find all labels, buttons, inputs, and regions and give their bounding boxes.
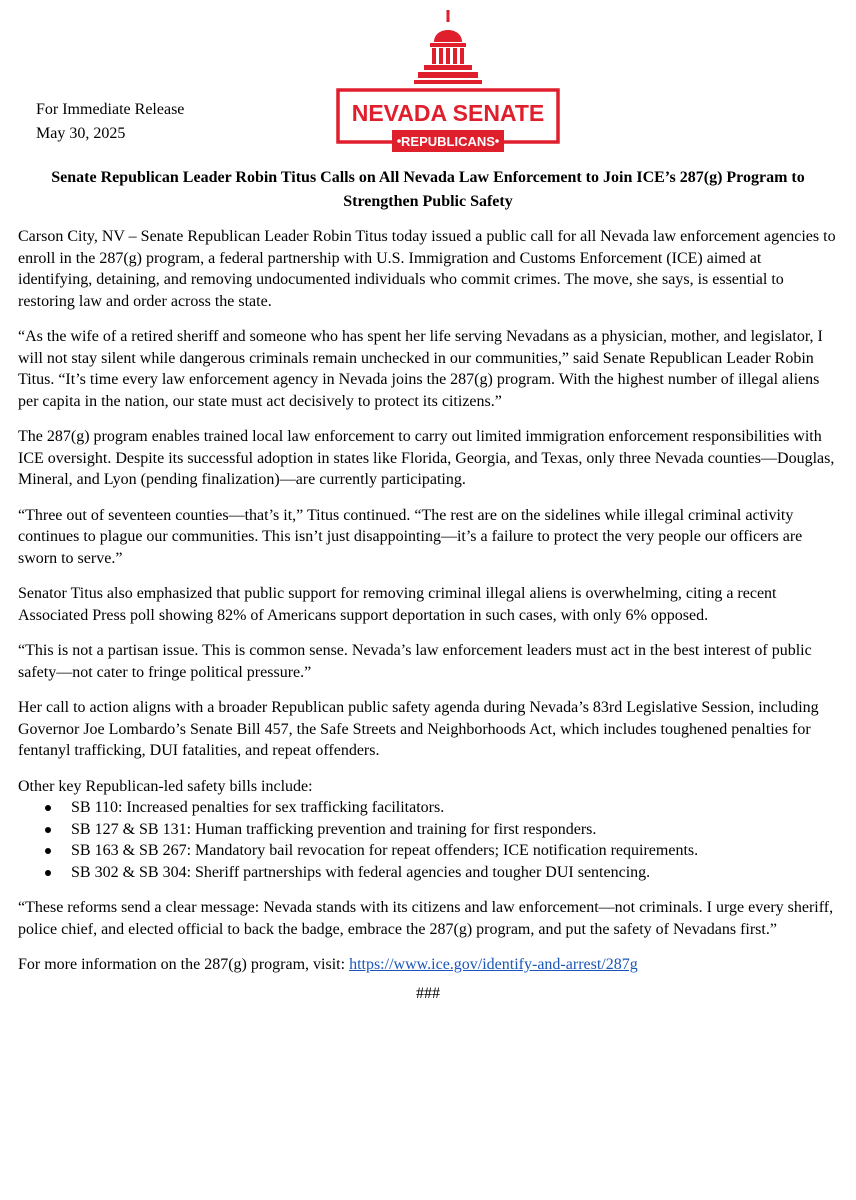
list-item <box>18 819 838 841</box>
list-item <box>18 840 838 862</box>
headline: Senate Republican Leader Robin Titus Calls on All Nevada Law Enforcement to Join ICE’s 287(g) Program to Strengthen Public Safety <box>51 169 805 210</box>
paragraph-agenda: Her call to action aligns with a broader Republican public safety agenda during Nevada’s 83rd Legislative Session, including Governor Joe Lombardo’s Senate Bill 457, the Safe Streets and Neighborhoods Act, which includes toughened penalties for fentanyl trafficking, DUI fatalities, and repeat offenders. <box>18 699 819 759</box>
closing-quote: “These reforms send a clear message: Nevada stands with its citizens and law enforcement—not criminals. I urge every sheriff, police chief, and elected official to back the badge, embrace the 287(g) program, and put the safety of Nevadans first.” <box>18 899 834 938</box>
paragraph-partisan: “This is not a partisan issue. This is common sense. Nevada’s law enforcement leaders must act in the best interest of public safety—not cater to fringe political pressure.” <box>18 642 812 681</box>
paragraph-quote-titus: “As the wife of a retired sheriff and someone who has spent her life serving Nevadans as a physician, mother, and legislator, I will not stay silent while dangerous criminals remain unchecked in our communities,” said Senate Republican Leader Robin Titus. “It’s time every law enforcement agency in Nevada joins the 287(g) program. With the highest number of illegal aliens per capita in the nation, our state must act decisively to protect its citizens.” <box>18 328 823 410</box>
release-info <box>36 98 184 146</box>
paragraph-poll: Senator Titus also emphasized that public support for removing criminal illegal aliens is overwhelming, citing a recent Associated Press poll showing 82% of Americans support deportation in such cases, with only 6% opposed. <box>18 585 777 624</box>
bullet-icon <box>45 870 51 876</box>
bullet-icon <box>45 827 51 833</box>
list-item <box>18 862 838 884</box>
paragraph-program: The 287(g) program enables trained local law enforcement to carry out limited immigration enforcement responsibilities with ICE oversight. Despite its successful adoption in states like Florida, Georgia, and Texas, only three Nevada counties—Douglas, Mineral, and Lyon (pending finalization)—are currently participating. <box>18 428 835 488</box>
bills-list <box>18 797 838 883</box>
list-item <box>18 797 838 819</box>
capitol-dome-icon <box>414 10 482 84</box>
bill-text: SB 127 & SB 131: Human trafficking prevention and training for first responders. <box>71 820 597 838</box>
bullet-icon <box>45 848 51 854</box>
nevada-senate-republicans-logo <box>330 8 566 158</box>
release-line: For Immediate Release <box>36 101 185 118</box>
release-date: May 30, 2025 <box>36 125 126 142</box>
bill-text: SB 110: Increased penalties for sex trafficking facilitators. <box>71 799 445 816</box>
paragraph-intro: Carson City, NV – Senate Republican Leader Robin Titus today issued a public call for all Nevada law enforcement agencies to enroll in the 287(g) program, a federal partnership with U.S. Immigration and Customs Enforcement (ICE) aimed at identifying, detaining, and removing undocumented individuals who commit crimes. The move, she says, is essential to restoring law and order across the state. <box>18 228 836 310</box>
bills-intro: Other key Republican-led safety bills include: <box>18 777 313 795</box>
ice-287g-link[interactable]: https://www.ice.gov/identify-and-arrest/287g <box>349 956 638 973</box>
logo-sub-text: REPUBLICANS <box>401 134 495 149</box>
more-info <box>18 954 838 976</box>
more-info-text: For more information on the 287(g) program, visit: <box>18 956 350 973</box>
end-mark: ### <box>416 984 440 1002</box>
bullet-icon <box>45 805 51 811</box>
bill-text: SB 163 & SB 267: Mandatory bail revocation for repeat offenders; ICE notification requirements. <box>71 842 699 859</box>
logo-main-text: NEVADA SENATE <box>351 100 545 126</box>
header <box>18 0 838 160</box>
paragraph-counties: “Three out of seventeen counties—that’s it,” Titus continued. “The rest are on the sidelines while illegal criminal activity continues to plague our communities. This isn’t just disappointing—it’s a failure to protect the very people our officers are sworn to serve.” <box>18 506 803 567</box>
bill-text: SB 302 & SB 304: Sheriff partnerships with federal agencies and tougher DUI sentencing. <box>71 863 651 881</box>
